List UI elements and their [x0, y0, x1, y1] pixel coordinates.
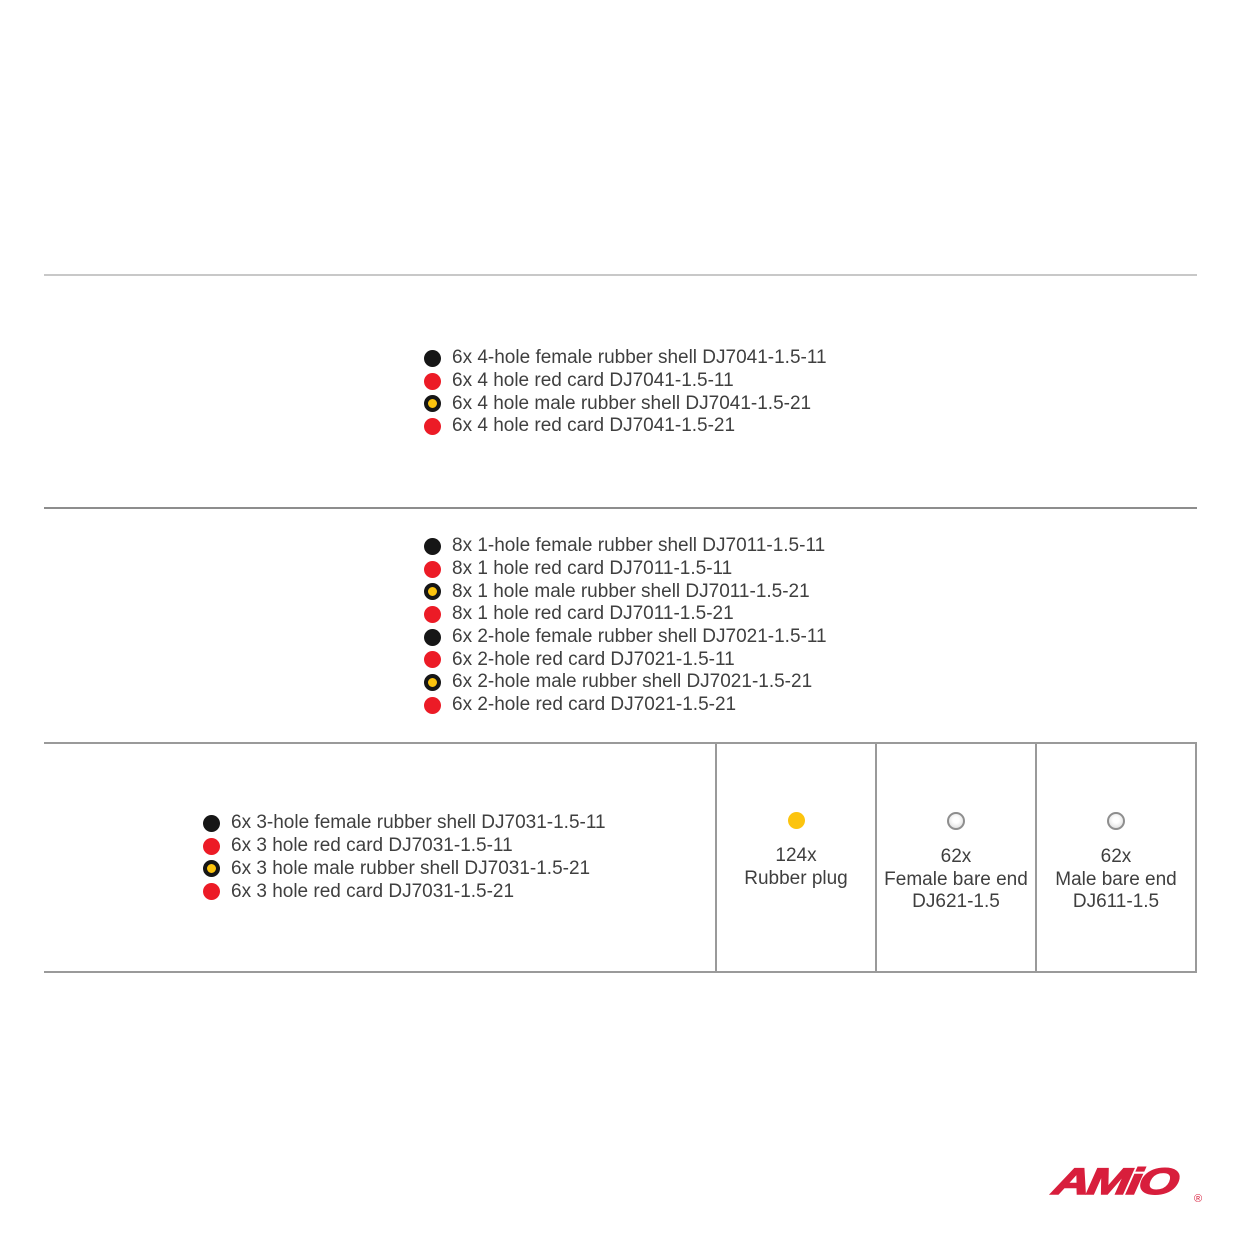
- female-shell-bullet-icon: [424, 350, 441, 367]
- cell-count: 62x: [1100, 846, 1132, 867]
- list-item-label: 8x 1 hole red card DJ7011-1.5-21: [452, 603, 734, 625]
- female-shell-bullet-icon: [424, 538, 441, 555]
- rubber-plug-icon: [788, 812, 805, 829]
- parts-list-1hole-2hole: [424, 535, 827, 717]
- male-shell-bullet-icon: [424, 674, 441, 691]
- red-card-bullet-icon: [424, 651, 441, 668]
- list-item-label: 6x 2-hole red card DJ7021-1.5-21: [452, 694, 737, 716]
- list-item: [424, 626, 827, 649]
- cell-label: Rubber plug: [744, 867, 848, 889]
- list-item-label: 8x 1-hole female rubber shell DJ7011-1.5-11: [452, 535, 826, 557]
- parts-cell-3hole: [44, 744, 715, 971]
- list-item: [203, 812, 606, 835]
- female-shell-bullet-icon: [424, 629, 441, 646]
- amio-logo-svg: [1042, 1161, 1214, 1209]
- divider-top: [44, 274, 1197, 276]
- list-item: [424, 580, 827, 603]
- list-item-label: 6x 2-hole female rubber shell DJ7021-1.5-11: [452, 626, 827, 648]
- cell-count: 62x: [940, 846, 972, 867]
- list-item-label: 8x 1 hole red card DJ7011-1.5-11: [452, 558, 733, 580]
- male-bare-end-cell: [1035, 744, 1195, 971]
- list-item: [424, 603, 827, 626]
- list-item: [424, 535, 827, 558]
- parts-list-4hole: [424, 347, 827, 438]
- list-item-label: 6x 2-hole red card DJ7021-1.5-11: [452, 648, 735, 670]
- cell-label: Female bare end: [884, 868, 1028, 890]
- cell-part-number: DJ611-1.5: [1072, 891, 1160, 912]
- list-item-label: 6x 3-hole female rubber shell DJ7031-1.5-11: [231, 812, 606, 834]
- divider-middle: [44, 507, 1197, 509]
- list-item-label: 6x 4 hole red card DJ7041-1.5-21: [452, 415, 736, 437]
- registered-mark: ®: [1194, 1193, 1203, 1205]
- rubber-plug-cell: [715, 744, 875, 971]
- male-shell-bullet-icon: [424, 583, 441, 600]
- red-card-bullet-icon: [203, 883, 220, 900]
- list-item: [424, 694, 827, 717]
- cell-count: 124x: [775, 845, 817, 866]
- list-item: [203, 880, 606, 903]
- red-card-bullet-icon: [424, 373, 441, 390]
- list-item: [424, 347, 827, 370]
- parts-table: [44, 742, 1197, 973]
- male-shell-bullet-icon: [203, 860, 220, 877]
- red-card-bullet-icon: [424, 561, 441, 578]
- amio-logo: [1042, 1161, 1214, 1209]
- red-card-bullet-icon: [424, 697, 441, 714]
- female-bare-end-cell: [875, 744, 1035, 971]
- list-item: [424, 558, 827, 581]
- red-card-bullet-icon: [424, 418, 441, 435]
- red-card-bullet-icon: [424, 606, 441, 623]
- amio-logo-text: AMiO: [1050, 1161, 1180, 1203]
- list-item-label: 6x 4-hole female rubber shell DJ7041-1.5-11: [452, 347, 827, 369]
- list-item: [424, 648, 827, 671]
- list-item: [424, 392, 827, 415]
- list-item: [424, 671, 827, 694]
- cell-label: Male bare end: [1055, 868, 1177, 890]
- list-item: [424, 370, 827, 393]
- list-item-label: 8x 1 hole male rubber shell DJ7011-1.5-21: [452, 580, 810, 602]
- cell-part-number: DJ621-1.5: [912, 891, 1000, 912]
- list-item-label: 6x 4 hole red card DJ7041-1.5-11: [452, 370, 734, 392]
- list-item-label: 6x 2-hole male rubber shell DJ7021-1.5-21: [452, 671, 813, 693]
- list-item: [203, 835, 606, 858]
- male-bare-end-icon: [1107, 812, 1125, 830]
- list-item: [424, 415, 827, 438]
- female-bare-end-icon: [947, 812, 965, 830]
- list-item-label: 6x 4 hole male rubber shell DJ7041-1.5-21: [452, 392, 812, 414]
- list-item-label: 6x 3 hole red card DJ7031-1.5-21: [231, 880, 515, 902]
- parts-list-3hole: [203, 812, 606, 903]
- female-shell-bullet-icon: [203, 815, 220, 832]
- list-item-label: 6x 3 hole red card DJ7031-1.5-11: [231, 835, 513, 857]
- list-item: [203, 858, 606, 881]
- male-shell-bullet-icon: [424, 395, 441, 412]
- list-item-label: 6x 3 hole male rubber shell DJ7031-1.5-21: [231, 857, 591, 879]
- red-card-bullet-icon: [203, 838, 220, 855]
